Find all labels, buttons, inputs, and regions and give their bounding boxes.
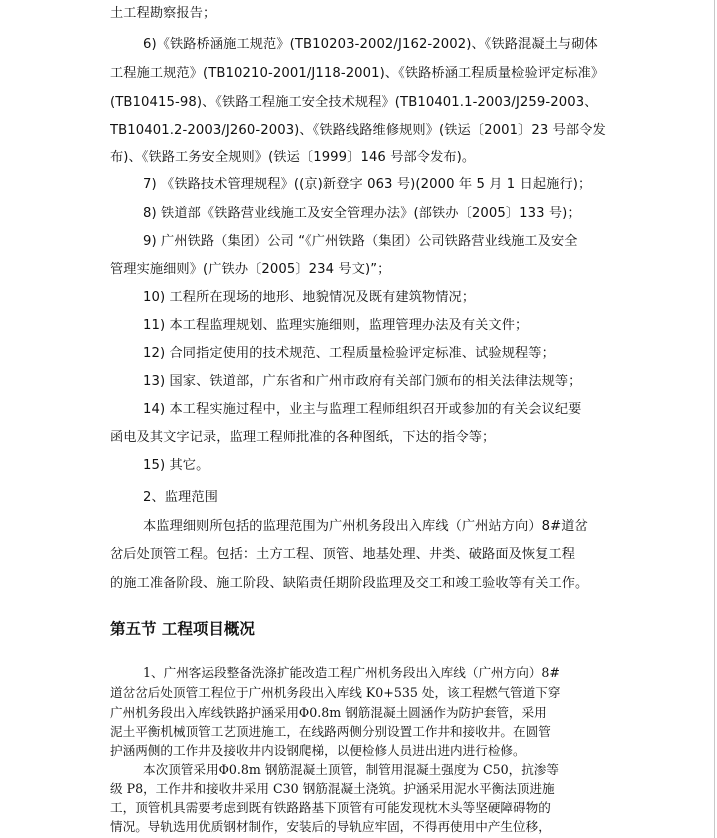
- text-line: 土工程勘察报告；: [110, 6, 217, 21]
- text-line: 工程施工规范》(TB10210-2001/J118-2001)、《铁路桥涵工程质量检验评定标准》: [110, 66, 605, 81]
- text-line: 管理实施细则》(广铁办〔2005〕234 号文)”；: [110, 262, 391, 277]
- text-line: 11) 本工程监理规划、监理实施细则，监理管理办法及有关文件；: [143, 318, 529, 333]
- text-line: 9) 广州铁路（集团）公司 “《广州铁路（集团）公司铁路营业线施工及安全: [143, 234, 578, 249]
- text-line: 岔后处顶管工程。包括：土方工程、顶管、地基处理、井类、破路面及恢复工程: [110, 547, 576, 562]
- text-line: 本监理细则所包括的监理范围为广州机务段出入库线（广州站方向）8#道岔: [143, 519, 588, 534]
- text-line: 广州机务段出入库线铁路护涵采用Φ0.8m 钢筋混凝土圆涵作为防护套管，采用: [110, 705, 547, 720]
- text-line: 15) 其它。: [143, 458, 210, 473]
- text-line: TB10401.2-2003/J260-2003)、《铁路线路维修规则》(铁运〔2001〕23 号部令发: [110, 123, 606, 138]
- text-line: 工，顶管机具需要考虑到既有铁路路基下顶管有可能发现枕木头等坚硬障碍物的: [110, 800, 551, 815]
- text-line: (TB10415-98)、《铁路工程施工安全技术规程》(TB10401.1-2003/J259-2003、: [110, 95, 598, 110]
- text-line: 护涵两侧的工作井及接收井内设钢爬梯，以便检修人员进出进内进行检修。: [110, 743, 526, 758]
- text-line: 泥土平衡机械顶管工艺顶进施工，在线路两侧分别设置工作井和接收井。在圆管: [110, 724, 551, 739]
- text-line: 级 P8，工作井和接收井采用 C30 钢筋混凝土浇筑。护涵采用泥水平衡法顶进施: [110, 781, 555, 796]
- text-line: 12) 合同指定使用的技术规范、工程质量检验评定标准、试验规程等；: [143, 346, 555, 361]
- subsection-title: 2、监理范围: [143, 490, 218, 505]
- text-line: 14) 本工程实施过程中，业主与监理工程师组织召开或参加的有关会议纪要: [143, 402, 582, 417]
- text-line: 函电及其文字记录，监理工程师批准的各种图纸，下达的指令等；: [110, 430, 496, 445]
- text-line: 6)《铁路桥涵施工规范》(TB10203-2002/J162-2002)、《铁路混凝土与砌体: [143, 37, 598, 52]
- text-line: 道岔岔后处顶管工程位于广州机务段出入库线 K0+535 处，该工程燃气管道下穿: [110, 685, 561, 700]
- text-line: 1、广州客运段整备洗涤扩能改造工程广州机务段出入库线（广州方向）8#: [143, 665, 560, 680]
- text-line: 的施工准备阶段、施工阶段、缺陷责任期阶段监理及交工和竣工验收等有关工作。: [110, 576, 589, 591]
- text-line: 本次顶管采用Φ0.8m 钢筋混凝土顶管，制管用混凝土强度为 C50，抗渗等: [143, 762, 559, 777]
- text-line: 13) 国家、铁道部，广东省和广州市政府有关部门颁布的相关法律法规等；: [143, 374, 582, 389]
- text-line: 7) 《铁路技术管理规程》((京)新登字 063 号)(2000 年 5 月 1 日起施行)；: [143, 177, 592, 192]
- text-line: 情况。导轨选用优质钢材制作，安装后的导轨应牢固，不得再使用中产生位移，: [110, 819, 551, 834]
- text-line: 10) 工程所在现场的地形、地貌情况及既有建筑物情况；: [143, 290, 476, 305]
- text-line: 8) 铁道部《铁路营业线施工及安全管理办法》(部铁办〔2005〕133 号)；: [143, 206, 581, 221]
- text-line: 布)、《铁路工务安全规则》(铁运〔1999〕146 号部令发布)。: [110, 150, 476, 165]
- section-heading: 第五节 工程项目概况: [110, 620, 255, 638]
